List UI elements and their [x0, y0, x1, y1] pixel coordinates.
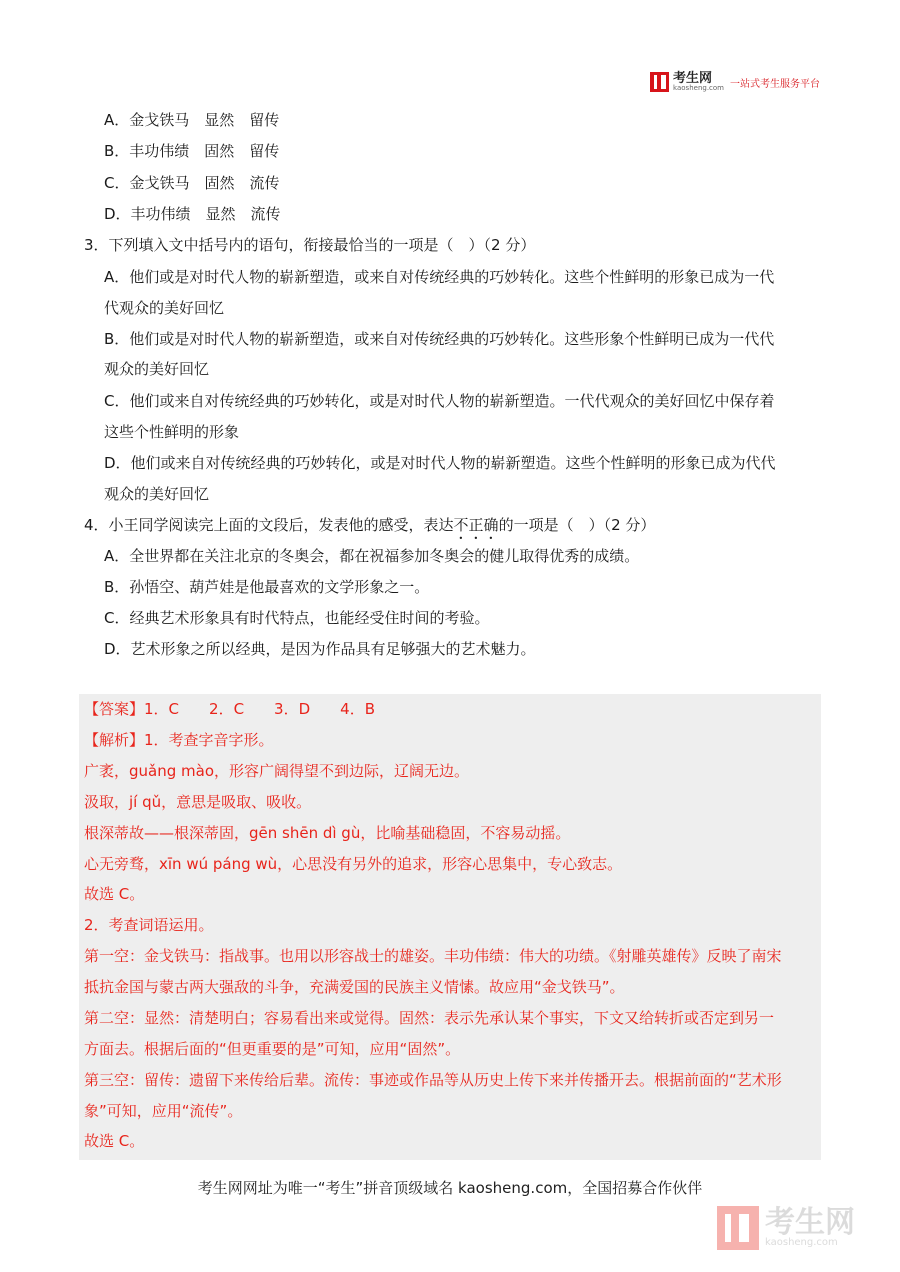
analysis-blank-2-line2: 方面去。根据后面的“但更重要的是”可知，应用“固然”。	[84, 1040, 461, 1058]
answer-line	[84, 699, 375, 719]
analysis-conclusion-1: 故选 C。	[84, 885, 145, 903]
q3-option-d-line1: D．他们或来自对传统经典的巧妙转化，或是对时代人物的崭新塑造。这些个性鲜明的形象已成为代代	[104, 454, 776, 472]
watermark-logo-icon	[717, 1206, 759, 1250]
kaosheng-logo-icon	[650, 72, 669, 92]
analysis-blank-1-line2: 抵抗金国与蒙古两大强敌的斗争，充满爱国的民族主义情愫。故应用“金戈铁马”。	[84, 978, 625, 996]
analysis-tag: 【解析】	[84, 731, 145, 749]
watermark	[717, 1200, 877, 1256]
analysis-word-1: 广袤，guǎng mào，形容广阔得望不到边际，辽阔无边。	[84, 762, 469, 780]
q2-option-d: D．丰功伟绩 显然 流传	[104, 205, 281, 223]
q2-option-b: B．丰功伟绩 固然 留传	[104, 142, 280, 160]
logo-domain: kaosheng.com	[673, 84, 724, 92]
q4-stem	[84, 515, 655, 543]
analysis-blank-1-line1: 第一空：金戈铁马：指战事。也用以形容战士的雄姿。丰功伟绩：伟大的功绩。《射雕英雄传》反映了南宋	[84, 947, 782, 965]
analysis-intro: 1．考查字音字形。	[144, 731, 274, 749]
watermark-name: 考生网	[765, 1205, 855, 1240]
header-logo	[650, 70, 820, 94]
analysis-blank-3-line1: 第三空：留传：遗留下来传给后辈。流传：事迹或作品等从历史上传下来并传播开去。根据前面的“艺术形	[84, 1071, 782, 1089]
page-footer: 考生网网址为唯一“考生”拼音顶级域名 kaosheng.com，全国招募合作伙伴	[197, 1179, 703, 1197]
analysis-blank-2-line1: 第二空：显然：清楚明白；容易看出来或觉得。固然：表示先承认某个事实，下文又给转折或否定到另一	[84, 1009, 775, 1027]
watermark-text	[765, 1205, 855, 1248]
watermark-domain: kaosheng.com	[765, 1237, 838, 1248]
logo-name: 考生网	[673, 71, 713, 86]
analysis-blank-3-line2: 象”可知，应用“流传”。	[84, 1102, 243, 1120]
q3-option-c-line1: C．他们或来自对传统经典的巧妙转化，或是对时代人物的崭新塑造。一代代观众的美好回忆中保存着	[104, 392, 775, 410]
analysis-word-4: 心无旁骛，xīn wú páng wù，心思没有另外的追求，形容心思集中，专心致志。	[84, 855, 623, 873]
q3-stem: 3．下列填入文中括号内的语句，衔接最恰当的一项是（ ）（2 分）	[84, 236, 536, 254]
logo-slogan: 一站式考生服务平台	[730, 78, 820, 90]
q3-option-a-line2: 代观众的美好回忆	[104, 299, 225, 317]
analysis-conclusion-2: 故选 C。	[84, 1132, 145, 1150]
q4-stem-emphasis: 不正确	[453, 516, 499, 534]
q3-option-d-line2: 观众的美好回忆	[104, 485, 210, 503]
answer-text: 1．C 2．C 3．D 4．B	[144, 700, 375, 718]
q4-option-b: B．孙悟空、葫芦娃是他最喜欢的文学形象之一。	[104, 578, 430, 596]
q3-option-b-line2: 观众的美好回忆	[104, 360, 210, 378]
answer-tag: 【答案】	[84, 700, 145, 718]
analysis-line	[84, 730, 274, 750]
analysis-word-3: 根深蒂故——根深蒂固，gēn shēn dì gù，比喻基础稳固，不容易动摇。	[84, 824, 571, 842]
q4-stem-after: 的一项是（ ）（2 分）	[498, 516, 656, 534]
q3-option-a-line1: A．他们或是对时代人物的崭新塑造，或来自对传统经典的巧妙转化。这些个性鲜明的形象已成为一代	[104, 268, 775, 286]
q4-option-c: C．经典艺术形象具有时代特点，也能经受住时间的考验。	[104, 609, 490, 627]
q4-stem-before: 4．小王同学阅读完上面的文段后，发表他的感受，表达	[84, 516, 454, 534]
q2-option-c: C．金戈铁马 固然 流传	[104, 174, 280, 192]
q3-option-b-line1: B．他们或是对时代人物的崭新塑造，或来自对传统经典的巧妙转化。这些形象个性鲜明已成为一代代	[104, 330, 775, 348]
q2-option-a: A．金戈铁马 显然 留传	[104, 111, 280, 129]
q4-option-a: A．全世界都在关注北京的冬奥会，都在祝福参加冬奥会的健儿取得优秀的成绩。	[104, 547, 640, 565]
analysis-word-2: 汲取，jí qǔ，意思是吸取、吸收。	[84, 793, 312, 811]
q3-option-c-line2: 这些个性鲜明的形象	[104, 423, 240, 441]
q4-option-d: D．艺术形象之所以经典，是因为作品具有足够强大的艺术魅力。	[104, 640, 536, 658]
analysis-q2-intro: 2．考查词语运用。	[84, 916, 214, 934]
logo-text	[673, 72, 724, 92]
